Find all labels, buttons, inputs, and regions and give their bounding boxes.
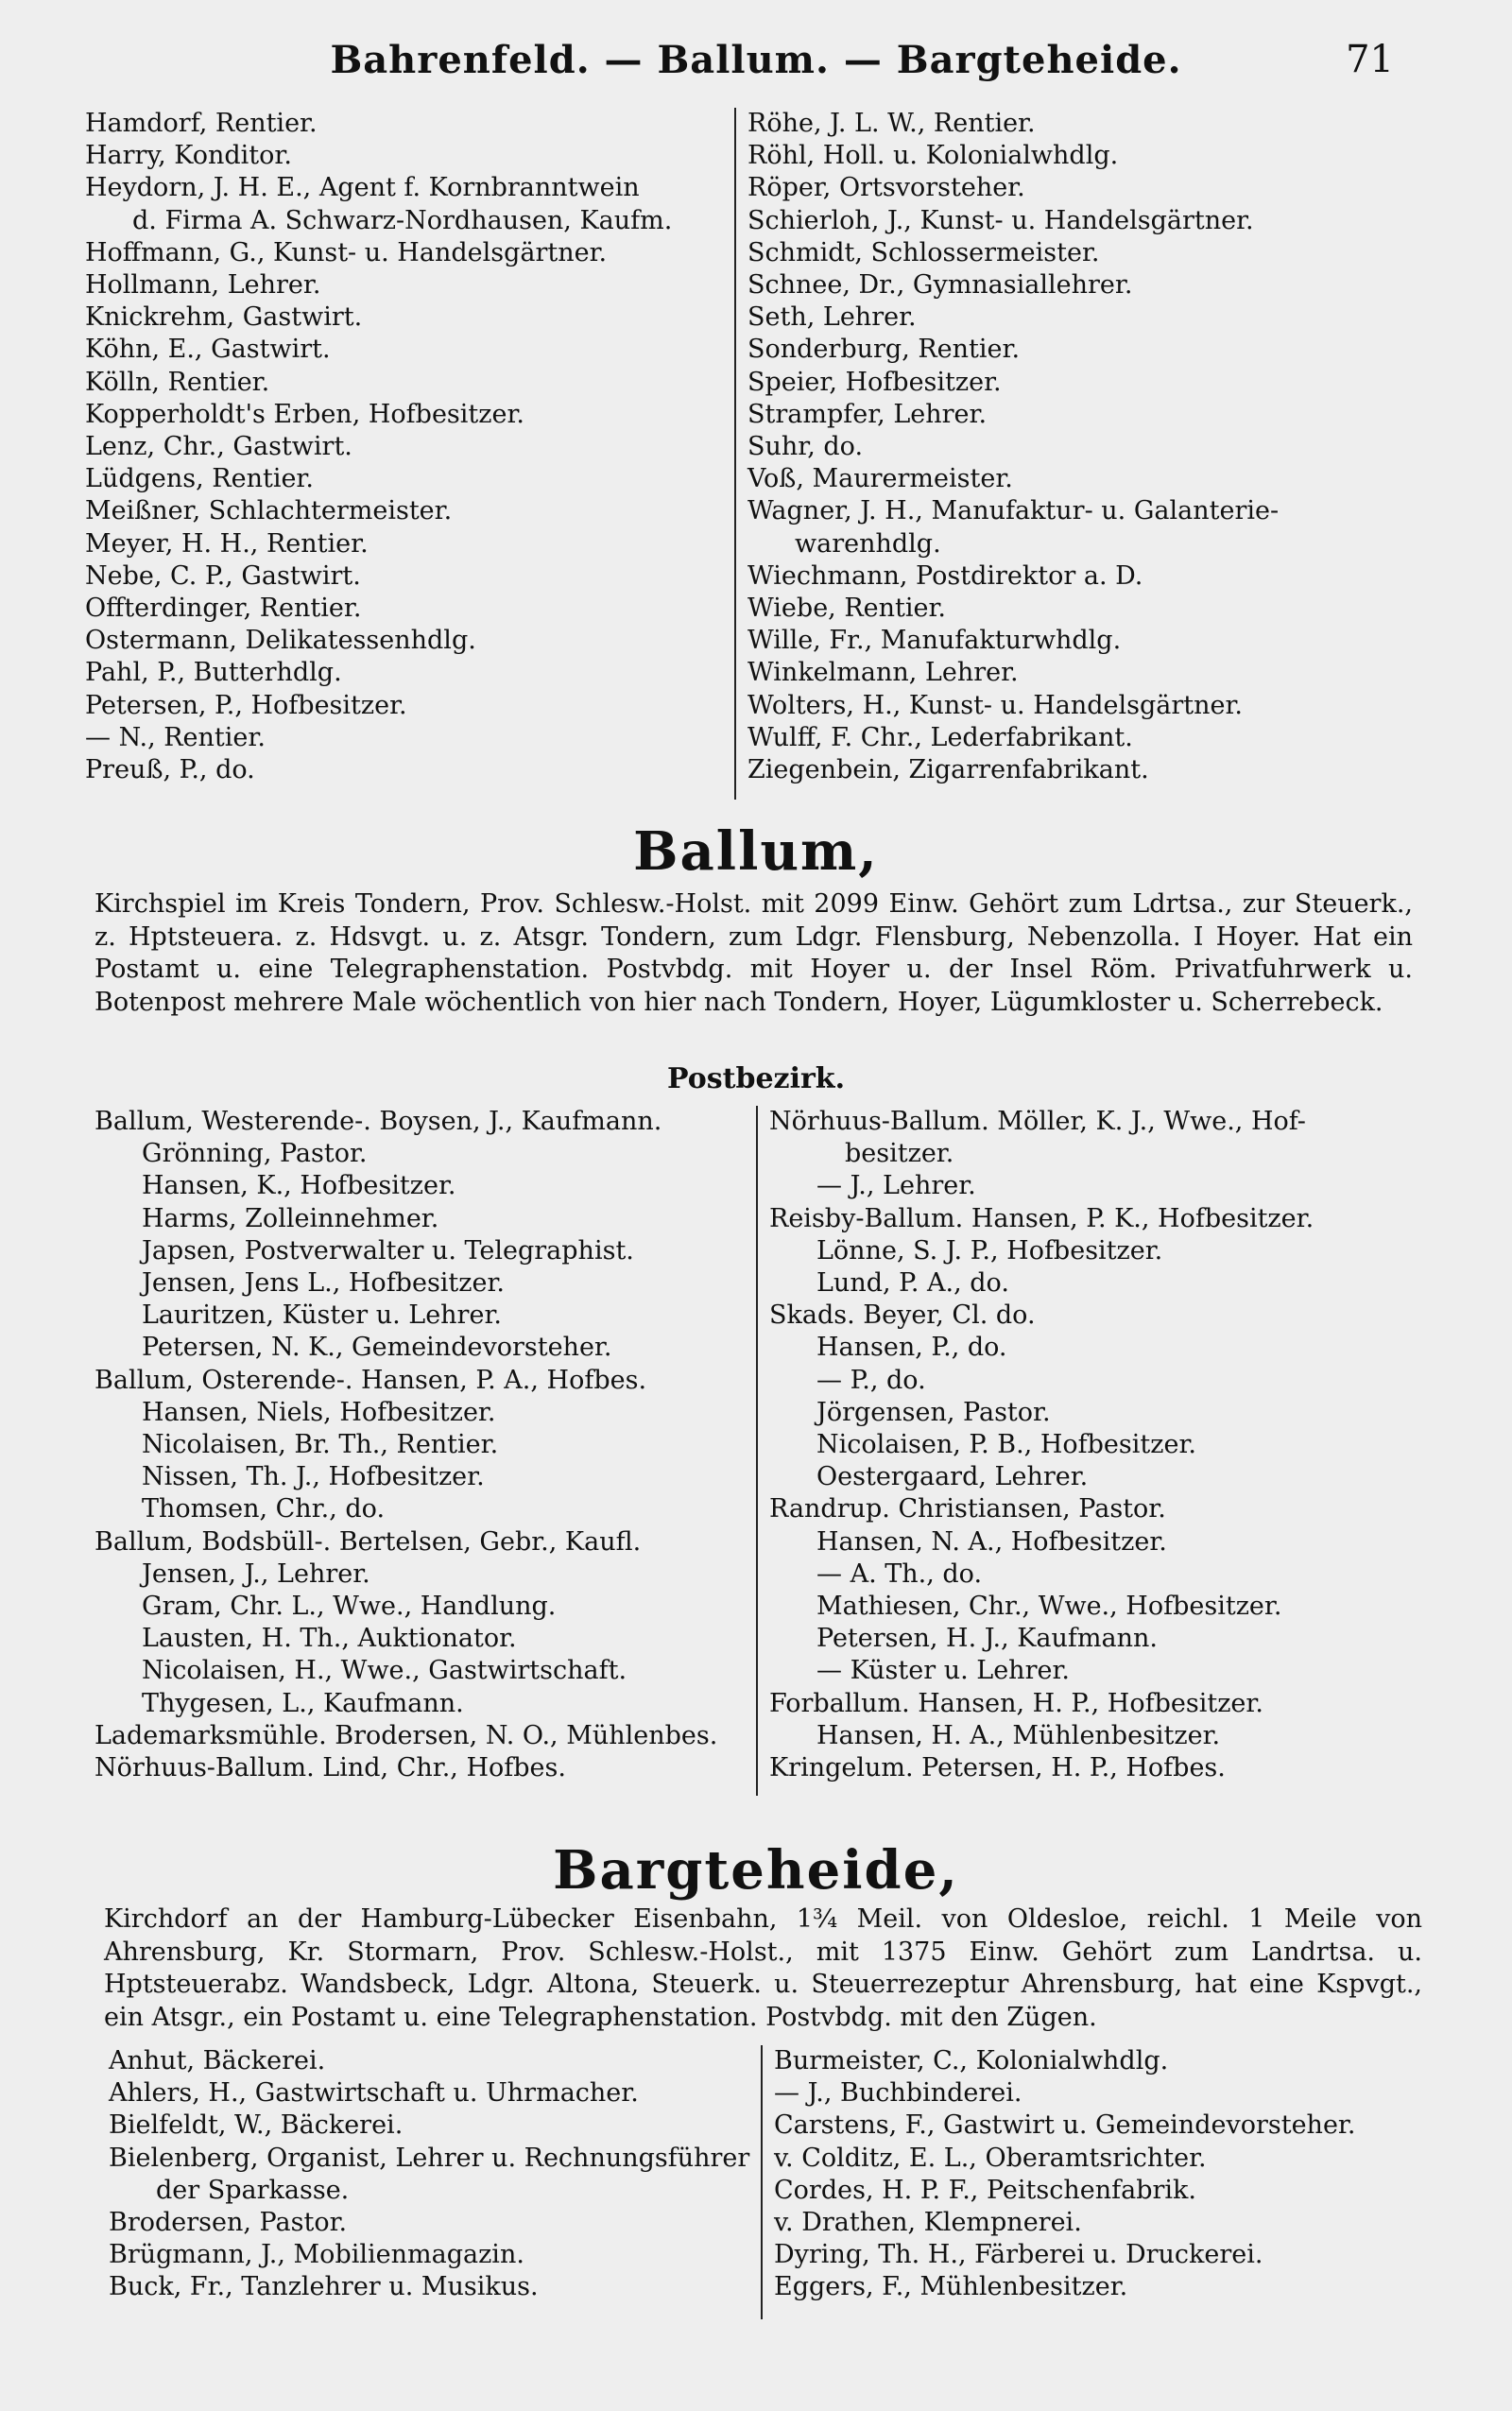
list-item: Kölln, Rentier. [85, 367, 270, 397]
list-item: Pahl, P., Butterhdlg. [85, 658, 342, 688]
list-item: — Küster u. Lehrer. [816, 1656, 1070, 1686]
list-item: Ziegenbein, Zigarrenfabrikant. [747, 755, 1149, 785]
list-item: Bielenberg, Organist, Lehrer u. Rechnungsführer [109, 2143, 750, 2173]
list-item: Nicolaisen, Br. Th., Rentier. [142, 1430, 499, 1460]
bargteheide-left-column [109, 2045, 763, 2319]
list-item: Speier, Hofbesitzer. [747, 367, 1002, 397]
list-item: Kopperholdt's Erben, Hofbesitzer. [85, 399, 524, 429]
ballum-list [94, 1106, 1436, 1796]
list-item: Ballum, Bodsbüll-. Bertelsen, Gebr., Kaufl. [94, 1526, 642, 1557]
list-item: Wolters, H., Kunst- u. Handelsgärtner. [747, 690, 1244, 720]
bahrenfeld-right-column [736, 108, 1427, 800]
list-item: Seth, Lehrer. [747, 302, 917, 333]
list-item: Nicolaisen, H., Wwe., Gastwirtschaft. [142, 1656, 627, 1686]
list-item: Hamdorf, Rentier. [85, 109, 318, 138]
list-item: Wagner, J. H., Manufaktur- u. Galanterie- [747, 496, 1280, 526]
list-item: d. Firma A. Schwarz-Nordhausen, Kaufm. [132, 205, 673, 235]
list-item: — J., Buchbinderei. [774, 2078, 1022, 2109]
list-item: Ahlers, H., Gastwirtschaft u. Uhrmacher. [109, 2078, 639, 2109]
ballum-left-column [94, 1106, 758, 1796]
list-item: — J., Lehrer. [816, 1171, 976, 1201]
postbezirk-subtitle: Postbezirk. [666, 1062, 846, 1095]
list-item: Hollmann, Lehrer. [85, 270, 321, 301]
list-item: Hansen, K., Hofbesitzer. [142, 1171, 456, 1201]
bahrenfeld-list [85, 108, 1427, 800]
list-item: Forballum. Hansen, H. P., Hofbesitzer. [769, 1688, 1263, 1718]
list-item: Eggers, F., Mühlenbesitzer. [774, 2272, 1128, 2302]
list-item: Voß, Maurermeister. [747, 464, 1013, 494]
list-item: Suhr, do. [747, 432, 864, 462]
page-number: 71 [1346, 38, 1394, 81]
list-item: Lademarksmühle. Brodersen, N. O., Mühlenbes. [94, 1720, 718, 1750]
list-item: Nissen, Th. J., Hofbesitzer. [142, 1462, 485, 1492]
list-item: Sonderburg, Rentier. [747, 335, 1021, 365]
list-item: Kringelum. Petersen, H. P., Hofbes. [769, 1753, 1226, 1783]
list-item: Schmidt, Schlossermeister. [747, 237, 1100, 267]
bargteheide-list [109, 2045, 1436, 2319]
list-item: Nörhuus-Ballum. Lind, Chr., Hofbes. [94, 1753, 566, 1783]
list-item: Offterdinger, Rentier. [85, 594, 362, 624]
bargteheide-description: Kirchdorf an der Hamburg-Lübecker Eisenbahn, 1¾ Meil. von Oldesloe, reichl. 1 Meile von Ahrensburg, Kr. Stormarn, Prov. Schlesw.-Holst., mit 1375 Einw. Gehört zum Landrtsa. u. Hptsteuerabz. Wandsbeck, Ldgr. Altona, Steuerk. u. Steuerrezeptur Ahrensburg, hat eine Kspvgt., ein Atsgr., ein Postamt u. eine Telegraphenstation. Postvbdg. mit den Zügen. [104, 1904, 1422, 2032]
list-item: v. Drathen, Klempnerei. [774, 2208, 1082, 2238]
list-item: warenhdlg. [795, 528, 941, 559]
list-item: Wulff, F. Chr., Lederfabrikant. [747, 722, 1133, 752]
list-item: Meißner, Schlachtermeister. [85, 496, 453, 526]
list-item: Hansen, Niels, Hofbesitzer. [142, 1397, 496, 1427]
list-item: Carstens, F., Gastwirt u. Gemeindevorsteher. [774, 2110, 1356, 2141]
list-item: Hansen, N. A., Hofbesitzer. [816, 1526, 1167, 1557]
list-item: Petersen, P., Hofbesitzer. [85, 690, 407, 720]
list-item: Anhut, Bäckerei. [109, 2046, 326, 2075]
list-item: Hoffmann, G., Kunst- u. Handelsgärtner. [85, 237, 608, 267]
bahrenfeld-left-column [85, 108, 736, 800]
list-item: Wille, Fr., Manufakturwhdlg. [747, 626, 1122, 656]
list-item: Burmeister, C., Kolonialwhdlg. [774, 2046, 1169, 2075]
list-item: Lenz, Chr., Gastwirt. [85, 432, 352, 462]
list-item: Randrup. Christiansen, Pastor. [769, 1494, 1166, 1524]
list-item: Buck, Fr., Tanzlehrer u. Musikus. [109, 2272, 539, 2302]
list-item: Ballum, Osterende-. Hansen, P. A., Hofbes. [94, 1365, 647, 1395]
list-item: Winkelmann, Lehrer. [747, 658, 1019, 688]
list-item: Wiechmann, Postdirektor a. D. [747, 560, 1143, 591]
list-item: Petersen, H. J., Kaufmann. [816, 1624, 1158, 1654]
list-item: Lausten, H. Th., Auktionator. [142, 1624, 517, 1654]
running-title: Bahrenfeld. — Ballum. — Bargteheide. [330, 38, 1182, 82]
list-item: Nörhuus-Ballum. Möller, K. J., Wwe., Hof- [769, 1107, 1306, 1136]
list-item: Lönne, S. J. P., Hofbesitzer. [816, 1235, 1163, 1266]
list-item: Gram, Chr. L., Wwe., Handlung. [142, 1592, 557, 1622]
list-item: Reisby-Ballum. Hansen, P. K., Hofbesitzer. [769, 1203, 1314, 1233]
list-item: Japsen, Postverwalter u. Telegraphist. [142, 1235, 634, 1266]
list-item: Röhe, J. L. W., Rentier. [747, 109, 1036, 138]
list-item: Lüdgens, Rentier. [85, 464, 314, 494]
list-item: Jensen, Jens L., Hofbesitzer. [142, 1268, 506, 1299]
list-item: Oestergaard, Lehrer. [816, 1462, 1089, 1492]
list-item: Harry, Konditor. [85, 141, 292, 171]
list-item: Meyer, H. H., Rentier. [85, 528, 369, 559]
list-item: Bielfeldt, W., Bäckerei. [109, 2110, 404, 2141]
list-item: Köhn, E., Gastwirt. [85, 335, 331, 365]
list-item: Preuß, P., do. [85, 755, 255, 785]
list-item: — N., Rentier. [85, 722, 266, 752]
ballum-right-column [758, 1106, 1431, 1796]
list-item: Schierloh, J., Kunst- u. Handelsgärtner. [747, 205, 1254, 235]
list-item: Wiebe, Rentier. [747, 594, 947, 624]
list-item: Schnee, Dr., Gymnasiallehrer. [747, 270, 1133, 301]
list-item: Hansen, P., do. [816, 1333, 1007, 1363]
page-header [0, 38, 1512, 95]
list-item: — P., do. [816, 1365, 926, 1395]
list-item: Knickrehm, Gastwirt. [85, 302, 363, 333]
list-item: Heydorn, J. H. E., Agent f. Kornbranntwein [85, 173, 640, 203]
bargteheide-right-column [763, 2045, 1435, 2319]
ballum-description: Kirchspiel im Kreis Tondern, Prov. Schlesw.-Holst. mit 2099 Einw. Gehört zum Ldrtsa., zur Steuerk., z. Hptsteuera. z. Hdsvgt. u. z. Atsgr. Tondern, zum Ldgr. Flensburg, Nebenzolla. I Hoyer. Hat ein Postamt u. eine Telegraphenstation. Postvbdg. mit Hoyer u. der Insel Röm. Privatfuhrwerk u. Botenpost mehrere Male wöchentlich von hier nach Tondern, Hoyer, Lügumkloster u. Scherrebeck. [94, 889, 1413, 1017]
list-item: Petersen, N. K., Gemeindevorsteher. [142, 1333, 612, 1363]
list-item: Thomsen, Chr., do. [142, 1494, 386, 1524]
list-item: Röhl, Holl. u. Kolonialwhdlg. [747, 141, 1119, 171]
list-item: Lauritzen, Küster u. Lehrer. [142, 1300, 502, 1331]
list-item: — A. Th., do. [816, 1559, 983, 1589]
list-item: Nicolaisen, P. B., Hofbesitzer. [816, 1430, 1196, 1460]
list-item: Nebe, C. P., Gastwirt. [85, 560, 361, 591]
bargteheide-heading: Bargteheide, [553, 1839, 959, 1902]
list-item: Dyring, Th. H., Färberei u. Druckerei. [774, 2240, 1263, 2270]
ballum-heading: Ballum, [633, 820, 879, 883]
list-item: Ballum, Westerende-. Boysen, J., Kaufmann. [94, 1107, 662, 1136]
list-item: besitzer. [845, 1139, 954, 1169]
list-item: Grönning, Pastor. [142, 1139, 368, 1169]
list-item: Harms, Zolleinnehmer. [142, 1203, 439, 1233]
list-item: Ostermann, Delikatessenhdlg. [85, 626, 476, 656]
list-item: Thygesen, L., Kaufmann. [142, 1688, 464, 1718]
list-item: Brügmann, J., Mobilienmagazin. [109, 2240, 524, 2270]
list-item: Mathiesen, Chr., Wwe., Hofbesitzer. [816, 1592, 1282, 1622]
list-item: Lund, P. A., do. [816, 1268, 1009, 1299]
list-item: Jörgensen, Pastor. [816, 1397, 1051, 1427]
list-item: Skads. Beyer, Cl. do. [769, 1300, 1036, 1331]
list-item: Strampfer, Lehrer. [747, 399, 988, 429]
list-item: der Sparkasse. [156, 2175, 350, 2205]
list-item: Brodersen, Pastor. [109, 2208, 348, 2238]
list-item: v. Colditz, E. L., Oberamtsrichter. [774, 2143, 1207, 2173]
list-item: Cordes, H. P. F., Peitschenfabrik. [774, 2175, 1196, 2205]
list-item: Hansen, H. A., Mühlenbesitzer. [816, 1720, 1221, 1750]
list-item: Jensen, J., Lehrer. [142, 1559, 370, 1589]
list-item: Röper, Ortsvorsteher. [747, 173, 1025, 203]
